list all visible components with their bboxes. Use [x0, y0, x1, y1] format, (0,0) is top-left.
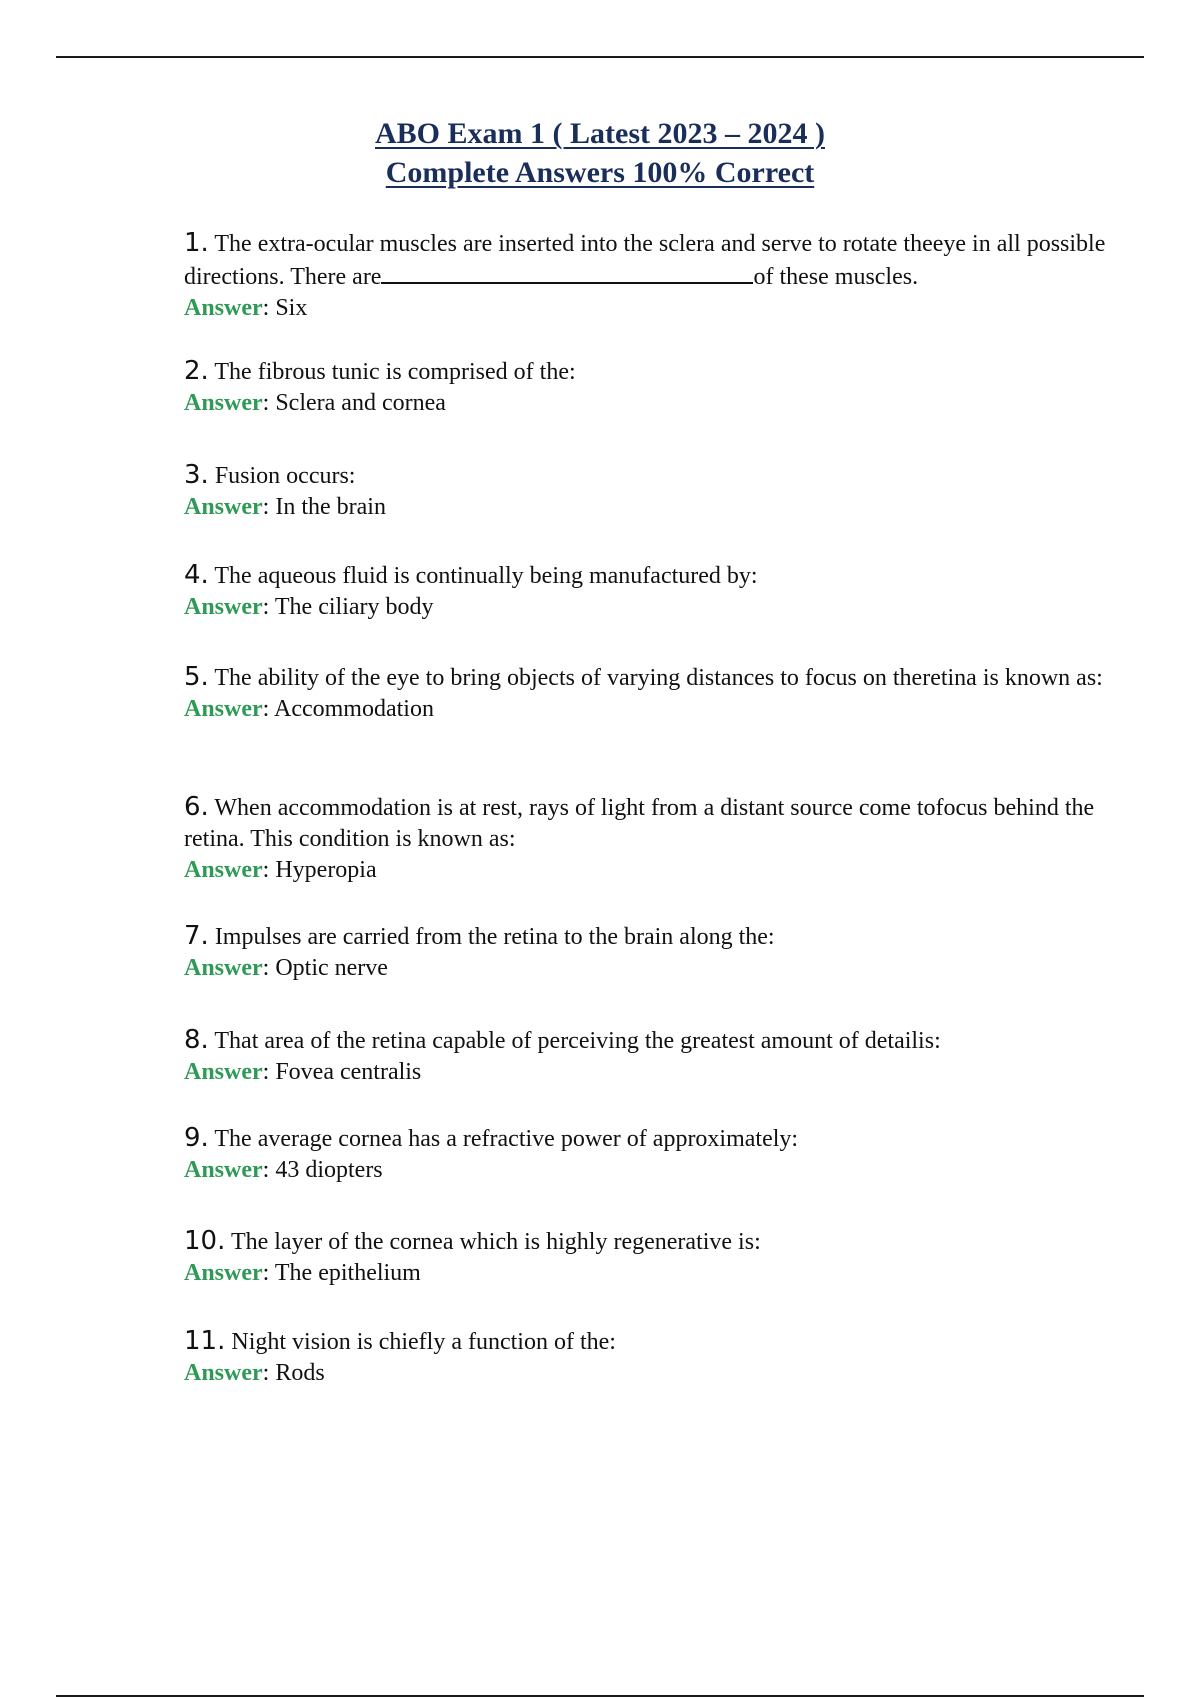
question-3 — [184, 460, 1114, 523]
answer-line: Answer: In the brain — [184, 494, 386, 520]
question-text: The average cornea has a refractive power of approximately: — [214, 1126, 799, 1152]
answer-value: Hyperopia — [275, 857, 377, 883]
answer-value: Six — [275, 295, 308, 321]
answer-label: Answer — [184, 1260, 263, 1286]
answer-line: Answer: Hyperopia — [184, 857, 377, 883]
answer-label: Answer — [184, 857, 263, 883]
question-9 — [184, 1123, 1114, 1186]
answer-line: Answer: Six — [184, 295, 308, 321]
top-rule — [56, 56, 1144, 58]
answer-label: Answer — [184, 390, 263, 416]
question-text: The layer of the cornea which is highly regenerative is: — [230, 1229, 761, 1255]
question-text: Impulses are carried from the retina to the brain along the: — [214, 924, 775, 950]
question-5 — [184, 662, 1114, 725]
question-1 — [184, 228, 1114, 324]
answer-value: Rods — [275, 1360, 325, 1386]
question-text: The fibrous tunic is comprised of the: — [214, 359, 576, 385]
question-number: 9. — [184, 1123, 209, 1153]
question-number: 3. — [184, 460, 209, 490]
answer-line: Answer: The epithelium — [184, 1260, 421, 1286]
answer-label: Answer — [184, 955, 263, 981]
answer-value: The ciliary body — [274, 594, 434, 620]
question-6 — [184, 792, 1114, 886]
answer-value: The epithelium — [274, 1260, 421, 1286]
question-number: 10. — [184, 1226, 226, 1256]
question-10 — [184, 1226, 1114, 1289]
answer-label: Answer — [184, 696, 263, 722]
question-number: 4. — [184, 560, 209, 590]
answer-value: Accommodation — [274, 696, 434, 722]
answer-label: Answer — [184, 1360, 263, 1386]
question-text: Night vision is chiefly a function of the: — [231, 1329, 616, 1355]
question-number: 8. — [184, 1025, 209, 1055]
fill-in-blank — [381, 260, 753, 284]
answer-value: Optic nerve — [275, 955, 388, 981]
title-line-1: ABO Exam 1 ( Latest 2023 – 2024 ) — [375, 117, 825, 150]
answer-line: Answer: Optic nerve — [184, 955, 388, 981]
question-text: The ability of the eye to bring objects of varying distances to focus on theretina is known as: — [214, 665, 1103, 691]
question-number: 2. — [184, 356, 209, 386]
question-4 — [184, 560, 1114, 623]
question-2 — [184, 356, 1114, 419]
answer-value: Sclera and cornea — [275, 390, 446, 416]
answer-label: Answer — [184, 1157, 263, 1183]
question-number: 7. — [184, 921, 209, 951]
answer-line: Answer: Rods — [184, 1360, 325, 1386]
question-number: 5. — [184, 662, 209, 692]
answer-line: Answer: Fovea centralis — [184, 1059, 422, 1085]
question-number: 11. — [184, 1326, 226, 1356]
question-7 — [184, 921, 1114, 984]
answer-label: Answer — [184, 594, 263, 620]
answer-value: 43 diopters — [275, 1157, 383, 1183]
answer-line: Answer: Accommodation — [184, 696, 434, 722]
question-number: 1. — [184, 228, 209, 258]
answer-label: Answer — [184, 494, 263, 520]
answer-label: Answer — [184, 1059, 263, 1085]
question-number: 6. — [184, 792, 209, 822]
bottom-rule — [56, 1695, 1144, 1697]
question-text: Fusion occurs: — [214, 463, 356, 489]
answer-line: Answer: Sclera and cornea — [184, 390, 446, 416]
question-text: When accommodation is at rest, rays of light from a distant source come tofocus behind the retina. This condition is known as: — [184, 795, 1095, 852]
question-11 — [184, 1326, 1114, 1389]
answer-value: Fovea centralis — [275, 1059, 422, 1085]
answer-label: Answer — [184, 295, 263, 321]
question-text-after: of these muscles. — [753, 264, 919, 290]
question-8 — [184, 1025, 1114, 1088]
title-line-2: Complete Answers 100% Correct — [385, 156, 815, 189]
answer-value: In the brain — [275, 494, 386, 520]
question-text: The aqueous fluid is continually being manufactured by: — [214, 563, 758, 589]
answer-line: Answer: The ciliary body — [184, 594, 434, 620]
question-text: The extra-ocular muscles are inserted into the sclera and serve to rotate theeye in all possible directions. There are — [184, 231, 1106, 290]
question-text: That area of the retina capable of perceiving the greatest amount of detailis: — [214, 1028, 941, 1054]
page-title — [0, 114, 1200, 192]
answer-line: Answer: 43 diopters — [184, 1157, 383, 1183]
